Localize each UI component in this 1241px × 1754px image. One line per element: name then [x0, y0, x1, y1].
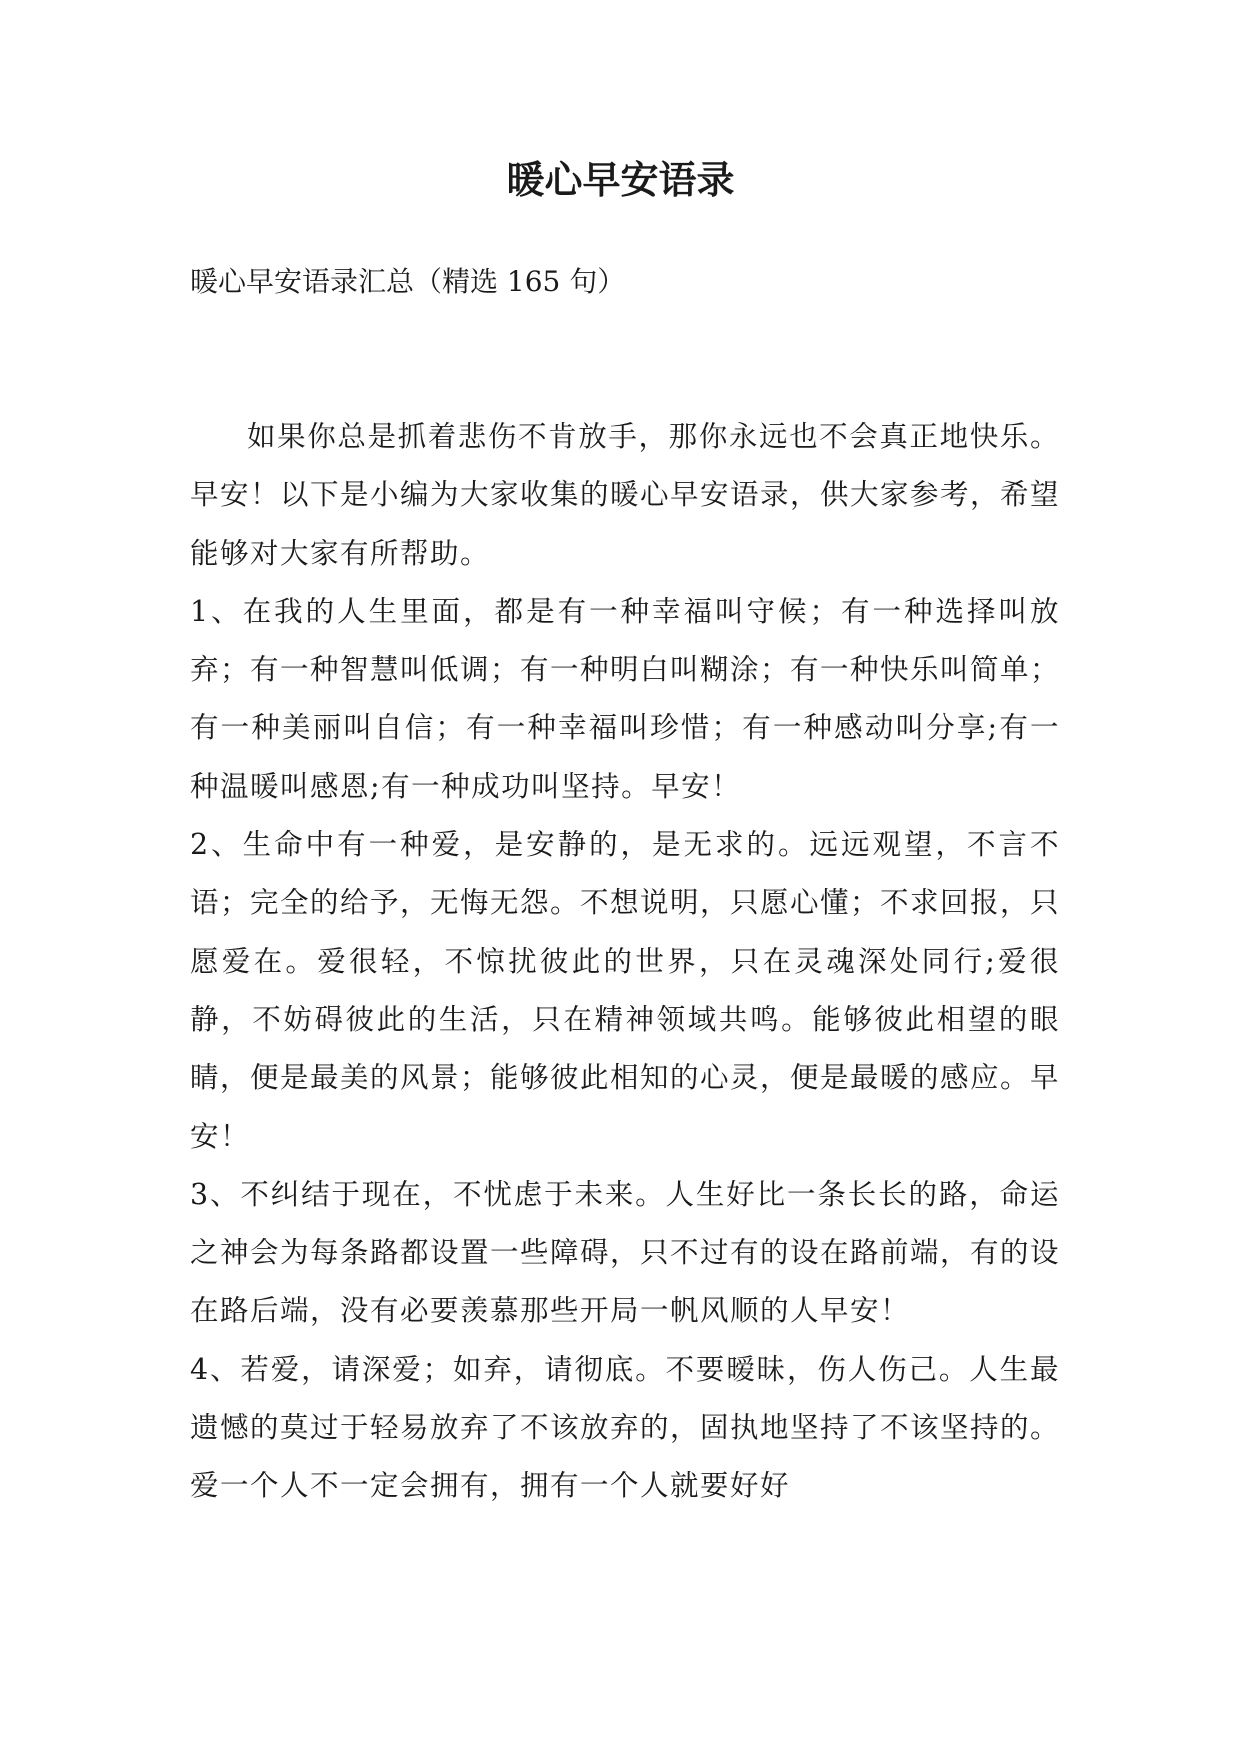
document-body — [190, 408, 1060, 1516]
document-subtitle: 暖心早安语录汇总（精选 165 句） — [190, 265, 626, 298]
document-title: 暖心早安语录 — [506, 158, 735, 202]
quote-item-2: 2、生命中有一种爱，是安静的，是无求的。远远观望，不言不语；完全的给予，无悔无怨。不想说明，只愿心懂；不求回报，只愿爱在。爱很轻，不惊扰彼此的世界，只在灵魂深处同行;爱很静，不妨碍彼此的生活，只在精神领域共鸣。能够彼此相望的眼睛，便是最美的风景；能够彼此相知的心灵，便是最暖的感应。早安！ — [190, 828, 1061, 1153]
intro-paragraph: 如果你总是抓着悲伤不肯放手，那你永远也不会真正地快乐。早安！以下是小编为大家收集的暖心早安语录，供大家参考，希望能够对大家有所帮助。 — [190, 420, 1061, 570]
quote-item-3: 3、不纠结于现在，不忧虑于未来。人生好比一条长长的路，命运之神会为每条路都设置一些障碍，只不过有的设在路前端，有的设在路后端，没有必要羡慕那些开局一帆风顺的人早安！ — [190, 1177, 1061, 1328]
quote-item-1: 1、在我的人生里面，都是有一种幸福叫守候；有一种选择叫放弃；有一种智慧叫低调；有一种明白叫糊涂；有一种快乐叫简单；有一种美丽叫自信；有一种幸福叫珍惜；有一种感动叫分享;有一种温暖叫感恩;有一种成功叫坚持。早安！ — [190, 594, 1061, 803]
quote-item-4: 4、若爱，请深爱；如弃，请彻底。不要暧昧，伤人伤己。人生最遗憾的莫过于轻易放弃了不该放弃的，固执地坚持了不该坚持的。爱一个人不一定会拥有，拥有一个人就要好好 — [190, 1352, 1061, 1503]
